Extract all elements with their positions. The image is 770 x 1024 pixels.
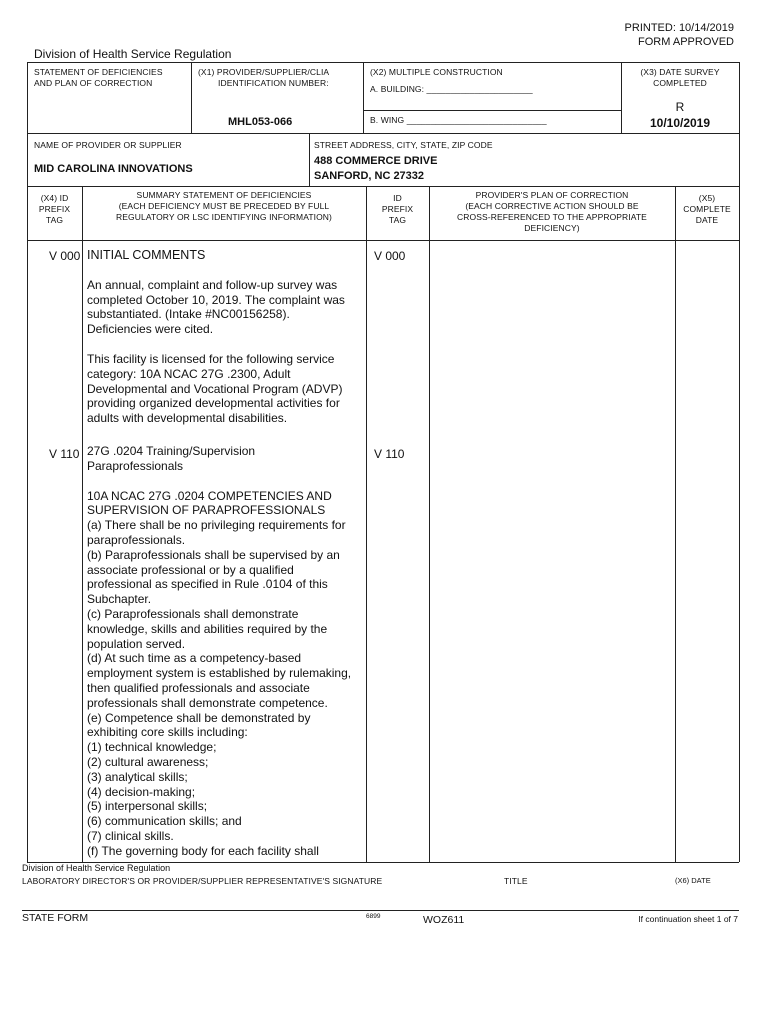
x1-label-2: IDENTIFICATION NUMBER: xyxy=(218,78,329,88)
id-header-line: ID xyxy=(393,193,402,203)
text-line: 27G .0204 Training/Supervision xyxy=(87,443,256,458)
text-line: (1) technical knowledge; xyxy=(87,740,217,755)
id-header-line: PREFIX xyxy=(381,204,414,214)
survey-type: R xyxy=(675,100,685,114)
paragraph xyxy=(87,352,365,426)
plan-header-line: DEFICIENCY) xyxy=(524,223,580,233)
border xyxy=(739,62,740,862)
text-line: (2) cultural awareness; xyxy=(87,754,209,769)
text-line: paraprofessionals. xyxy=(87,532,186,547)
rule xyxy=(363,110,621,111)
plan-header-line: (EACH CORRECTIVE ACTION SHOULD BE xyxy=(465,201,639,211)
x4-header xyxy=(27,193,82,226)
plan-header-line: CROSS-REFERENCED TO THE APPROPRIATE xyxy=(457,212,647,222)
form-approved: FORM APPROVED xyxy=(638,36,734,48)
x4-header-line: TAG xyxy=(45,215,64,225)
id-header-line: TAG xyxy=(388,215,407,225)
x5-header-line: DATE xyxy=(695,215,719,225)
paragraph xyxy=(87,489,365,859)
x5-header xyxy=(675,193,739,226)
initial-comments-title: INITIAL COMMENTS xyxy=(87,248,206,262)
text-line: (a) There shall be no privileging requirements for xyxy=(87,518,346,533)
v110-title xyxy=(87,444,365,474)
tag-v110: V 110 xyxy=(49,447,80,461)
rule xyxy=(22,910,739,911)
divider xyxy=(191,62,192,133)
address-label: STREET ADDRESS, CITY, STATE, ZIP CODE xyxy=(314,140,493,150)
x3-label: (X3) DATE SURVEY xyxy=(640,67,720,77)
event-id: WOZ611 xyxy=(423,914,465,926)
rule xyxy=(27,186,739,187)
text-line: (6) communication skills; and xyxy=(87,814,242,829)
summary-header-line: REGULATORY OR LSC IDENTIFYING INFORMATION) xyxy=(116,212,332,222)
plan-header xyxy=(429,190,675,234)
text-line: knowledge, skills and abilities required by the xyxy=(87,621,328,636)
text-line: (c) Paraprofessionals shall demonstrate xyxy=(87,606,299,621)
text-line: An annual, complaint and follow-up survey was xyxy=(87,277,338,292)
text-line: Developmental and Vocational Program (ADVP) xyxy=(87,381,343,396)
wing-field: B. WING _____________________________ xyxy=(370,115,547,125)
text-line: This facility is licensed for the following service xyxy=(87,351,335,366)
divider xyxy=(82,186,83,862)
x2-label: (X2) MULTIPLE CONSTRUCTION xyxy=(370,67,503,77)
text-line: then qualified professionals and associate xyxy=(87,680,310,695)
divider xyxy=(429,186,430,862)
tag-v000-right: V 000 xyxy=(374,249,406,263)
state-form-label: STATE FORM xyxy=(22,912,89,924)
paragraph xyxy=(87,278,365,337)
text-line: adults with developmental disabilities. xyxy=(87,411,288,426)
text-line: (4) decision-making; xyxy=(87,784,196,799)
border xyxy=(27,62,28,862)
text-line: employment system is established by rulemaking, xyxy=(87,666,352,681)
x4-header-line: (X4) ID xyxy=(40,193,69,203)
text-line: (f) The governing body for each facility shall xyxy=(87,843,319,858)
id-header xyxy=(366,193,429,226)
plan-header-line: PROVIDER'S PLAN OF CORRECTION xyxy=(475,190,629,200)
x3-label-2: COMPLETED xyxy=(653,78,707,88)
divider xyxy=(366,186,367,862)
division-title: Division of Health Service Regulation xyxy=(34,47,232,61)
text-line: exhibiting core skills including: xyxy=(87,725,248,740)
text-line: (7) clinical skills. xyxy=(87,828,174,843)
text-line: (b) Paraprofessionals shall be supervised by an xyxy=(87,547,340,562)
provider-name-label: NAME OF PROVIDER OR SUPPLIER xyxy=(34,140,182,150)
x1-label: (X1) PROVIDER/SUPPLIER/CLIA xyxy=(198,67,330,77)
statement-label-2: AND PLAN OF CORRECTION xyxy=(34,78,153,88)
text-line: 10A NCAC 27G .0204 COMPETENCIES AND xyxy=(87,488,332,503)
provider-name: MID CAROLINA INNOVATIONS xyxy=(34,163,193,175)
text-line: substantiated. (Intake #NC00156258). xyxy=(87,307,290,322)
text-line: (5) interpersonal skills; xyxy=(87,799,208,814)
statement-label: STATEMENT OF DEFICIENCIES xyxy=(34,67,163,77)
address-line-2: SANFORD, NC 27332 xyxy=(314,170,425,182)
tag-v000: V 000 xyxy=(49,249,81,263)
x4-header-line: PREFIX xyxy=(38,204,71,214)
summary-header xyxy=(82,190,366,223)
text-line: Paraprofessionals xyxy=(87,458,184,473)
divider xyxy=(675,186,676,862)
divider xyxy=(309,133,310,186)
rule xyxy=(27,62,739,63)
text-line: SUPERVISION OF PARAPROFESSIONALS xyxy=(87,503,326,518)
text-line: category: 10A NCAC 27G .2300, Adult xyxy=(87,366,291,381)
survey-date: 10/10/2019 xyxy=(649,116,711,130)
signature-label: LABORATORY DIRECTOR'S OR PROVIDER/SUPPLIER REPRESENTATIVE'S SIGNATURE xyxy=(22,876,383,886)
building-field: A. BUILDING: ______________________ xyxy=(370,84,533,94)
x6-date-label: (X6) DATE xyxy=(675,876,711,885)
footer-division: Division of Health Service Regulation xyxy=(22,863,171,873)
rule xyxy=(27,133,739,134)
x5-header-line: (X5) xyxy=(698,193,716,203)
x5-header-line: COMPLETE xyxy=(683,204,731,214)
text-line: (d) At such time as a competency-based xyxy=(87,651,302,666)
continuation-label: If continuation sheet 1 of 7 xyxy=(638,914,738,924)
divider xyxy=(363,62,364,133)
provider-id: MHL053-066 xyxy=(228,116,293,128)
form-number: 6899 xyxy=(366,913,381,920)
summary-header-line: (EACH DEFICIENCY MUST BE PRECEDED BY FULL xyxy=(118,201,330,211)
title-label: TITLE xyxy=(504,876,528,886)
text-line: (e) Competence shall be demonstrated by xyxy=(87,710,311,725)
tag-v110-right: V 110 xyxy=(374,447,405,461)
text-line: providing organized developmental activities for xyxy=(87,396,340,411)
text-line: completed October 10, 2019. The complaint was xyxy=(87,292,345,307)
text-line: Deficiencies were cited. xyxy=(87,322,214,337)
address-line-1: 488 COMMERCE DRIVE xyxy=(314,155,438,167)
summary-body xyxy=(87,248,365,858)
text-line: associate professional or by a qualified xyxy=(87,562,294,577)
text-line: (3) analytical skills; xyxy=(87,769,188,784)
printed-date: PRINTED: 10/14/2019 xyxy=(624,22,734,34)
text-line: Subchapter. xyxy=(87,592,152,607)
rule xyxy=(27,240,739,241)
text-line: professional as specified in Rule .0104 of this xyxy=(87,577,328,592)
summary-header-line: SUMMARY STATEMENT OF DEFICIENCIES xyxy=(136,190,312,200)
text-line: professionals shall demonstrate competence. xyxy=(87,695,328,710)
text-line: population served. xyxy=(87,636,186,651)
